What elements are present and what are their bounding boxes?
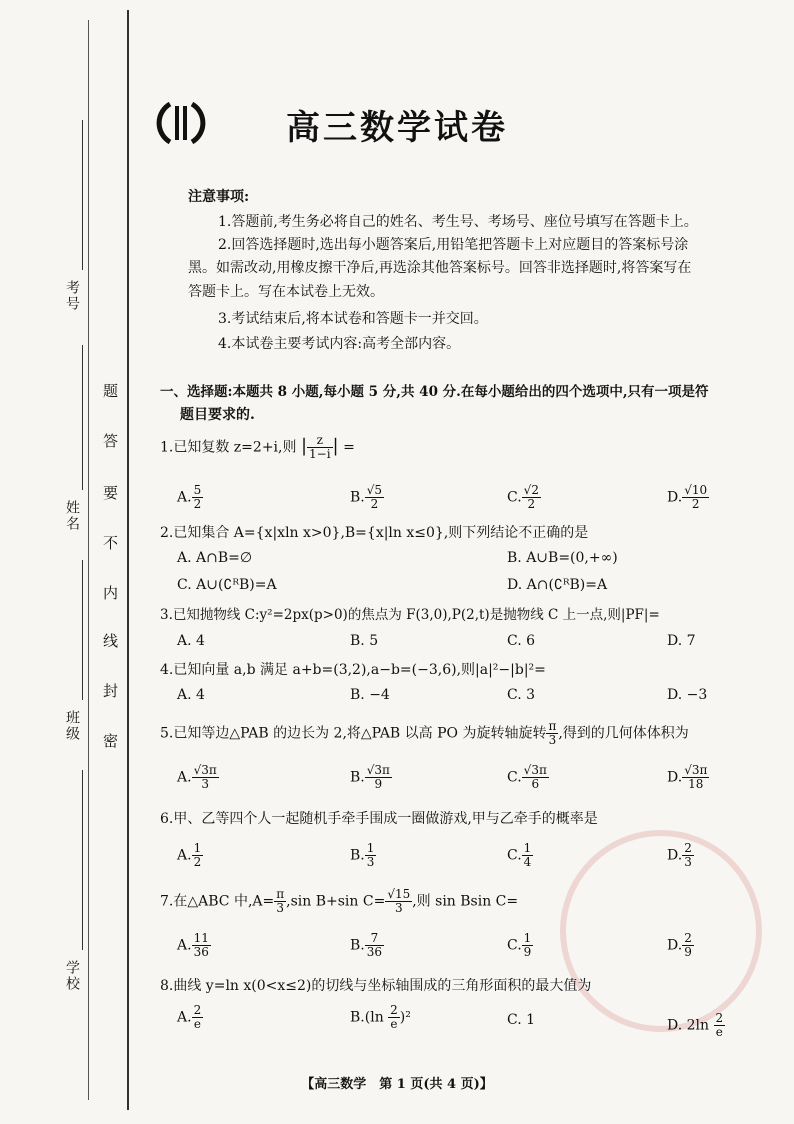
page-title: 高三数学试卷 — [286, 108, 508, 148]
option-b: B. $\frac{7}{36}$ — [350, 931, 383, 959]
field-name: 姓名 — [64, 500, 80, 532]
option-c: C. $\frac{√2}{2}$ — [507, 483, 539, 511]
field-school-blank — [82, 770, 83, 950]
option-a: A. $\frac{11}{36}$ — [177, 931, 209, 959]
option-d: D. A∩(∁ᴿB)=A — [507, 577, 608, 593]
notice-item: 3.考试结束后,将本试卷和答题卡一并交回。 — [218, 311, 488, 327]
option-a: A. 4 — [177, 687, 205, 703]
option-c: C. $\frac{√3\pi}{6}$ — [507, 763, 547, 791]
option-a: A. $\frac{5}{2}$ — [177, 483, 202, 511]
option-c: C. A∪(∁ᴿB)=A — [177, 577, 277, 593]
section-heading-cont: 题目要求的. — [180, 407, 255, 423]
watermark-stamp — [560, 830, 762, 1032]
binding-line — [127, 10, 129, 1110]
question-4-stem: 4.已知向量 a,b 满足 a+b=(3,2),a−b=(−3,6),则|a|²−|b|²= — [160, 662, 546, 678]
notice-item: 答题卡上。写在本试卷上无效。 — [188, 284, 384, 300]
question-2-stem: 2.已知集合 A={x|xln x>0},B={x|ln x≤0},则下列结论不正确的是 — [160, 525, 589, 541]
notice-item: 1.答题前,考生务必将自己的姓名、考生号、考场号、座位号填写在答题卡上。 — [218, 214, 698, 230]
option-b: B.(ln $\frac{2}{e}$ )² — [350, 1003, 411, 1031]
field-school: 学校 — [64, 960, 80, 992]
section-heading: 一、选择题:本题共 8 小题,每小题 5 分,共 40 分.在每小题给出的四个选项中,只有一项是符 — [160, 384, 709, 400]
seal-char: 题 — [103, 382, 119, 400]
seal-char: 不 — [103, 534, 119, 552]
option-a: A. $\frac{1}{2}$ — [177, 841, 202, 869]
question-6-stem: 6.甲、乙等四个人一起随机手牵手围成一圈做游戏,甲与乙牵手的概率是 — [160, 811, 598, 827]
question-8-stem: 8.曲线 y=ln x(0<x≤2)的切线与坐标轴围成的三角形面积的最大值为 — [160, 978, 592, 994]
seal-char: 答 — [103, 432, 119, 450]
seal-char: 线 — [103, 632, 119, 650]
seal-char: 内 — [103, 584, 119, 602]
option-c: C. 3 — [507, 687, 536, 703]
option-b: B. $\frac{√5}{2}$ — [350, 483, 383, 511]
option-c: C. 1 — [507, 1012, 536, 1028]
option-b: B. $\frac{√3\pi}{9}$ — [350, 763, 390, 791]
field-exam-number: 考号 — [64, 280, 80, 312]
option-a: A. $\frac{√3\pi}{3}$ — [177, 763, 217, 791]
option-d: D. 7 — [667, 633, 696, 649]
option-d: D. $\frac{2}{9}$ — [667, 931, 692, 959]
question-5-stem: 5.已知等边△PAB 的边长为 2,将△PAB 以高 PO 为旋转轴旋转 $\frac{\pi}{3}$ ,得到的几何体体积为 — [160, 719, 689, 747]
binding-line-outer — [88, 20, 89, 1100]
seal-char: 要 — [103, 484, 119, 502]
notice-item: 黑。如需改动,用橡皮擦干净后,再选涂其他答案标号。回答非选择题时,将答案写在 — [188, 260, 692, 276]
question-3-stem: 3.已知抛物线 C:y²=2px(p>0)的焦点为 F(3,0),P(2,t)是抛物线 C 上一点,则|PF|= — [160, 607, 660, 623]
notice-item: 4.本试卷主要考试内容:高考全部内容。 — [218, 336, 461, 352]
question-1-stem: 1.已知复数 z=2+i,则 | $\frac{z}{1-i}$ | = — [160, 433, 355, 461]
option-a: A. $\frac{2}{e}$ — [177, 1003, 202, 1031]
option-b: B. −4 — [350, 687, 390, 703]
option-d: D. $\frac{√10}{2}$ — [667, 483, 708, 511]
option-b: B. $\frac{1}{3}$ — [350, 841, 375, 869]
option-d: D. −3 — [667, 687, 708, 703]
seal-char: 封 — [103, 682, 119, 700]
page-footer: 【高三数学 第 1 页(共 4 页)】 — [301, 1077, 493, 1092]
option-b: B. 5 — [350, 633, 379, 649]
notice-item: 2.回答选择题时,选出每小题答案后,用铅笔把答题卡上对应题目的答案标号涂 — [218, 237, 689, 253]
seal-char: 密 — [103, 732, 119, 750]
notice-heading: 注意事项: — [188, 189, 250, 205]
field-name-blank — [82, 345, 83, 490]
option-d: D. $\frac{√3\pi}{18}$ — [667, 763, 708, 791]
option-d: D. 2ln $\frac{2}{e}$ — [667, 1011, 724, 1039]
field-class: 班级 — [64, 710, 80, 742]
option-a: A. 4 — [177, 633, 205, 649]
option-c: C. $\frac{1}{9}$ — [507, 931, 532, 959]
option-a: A. A∩B=∅ — [177, 550, 253, 566]
field-class-blank — [82, 560, 83, 700]
option-c: C. $\frac{1}{4}$ — [507, 841, 532, 869]
option-c: C. 6 — [507, 633, 536, 649]
option-d: D. $\frac{2}{3}$ — [667, 841, 692, 869]
question-7-stem: 7.在△ABC 中,A= $\frac{\pi}{3}$ ,sin B+sin C= $\frac{√15}{3}$ ,则 sin Bsin C= — [160, 887, 519, 915]
option-b: B. A∪B=(0,+∞) — [507, 550, 618, 566]
